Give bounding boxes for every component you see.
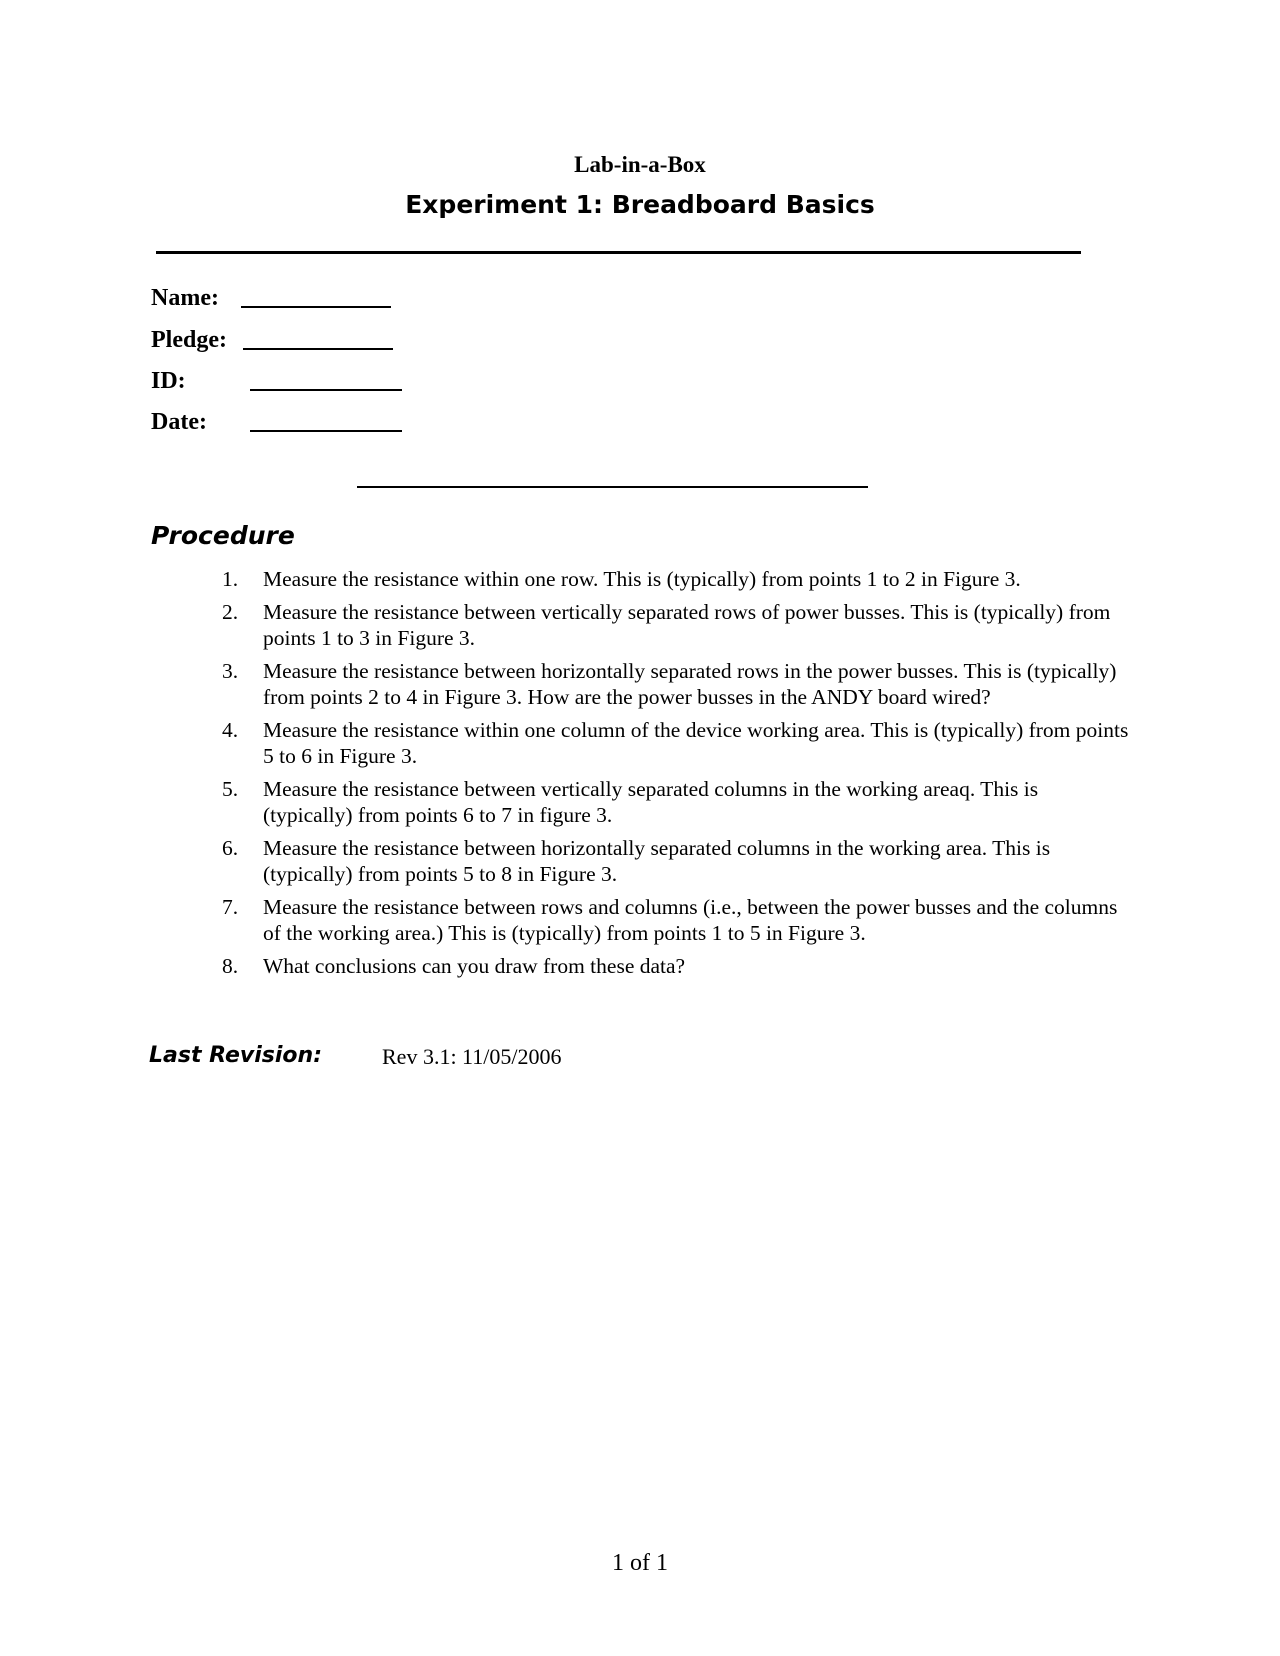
revision-value: Rev 3.1: 11/05/2006 <box>382 1044 562 1069</box>
list-item-text: Measure the resistance within one column of the device working area. This is (typically) from points 5 to 6 in Figure 3. <box>263 718 1129 768</box>
procedure-list <box>0 566 1280 986</box>
list-item <box>0 658 1133 710</box>
procedure-heading: Procedure <box>151 521 295 550</box>
list-item-text: Measure the resistance between horizontally separated rows in the power busses. This is (typically) from points 2 to 4 in Figure 3. How are the power busses in the ANDY board wired? <box>263 659 1117 709</box>
list-item <box>0 894 1133 946</box>
section-divider <box>357 486 868 488</box>
field-id-blank <box>250 389 402 391</box>
field-date-blank <box>250 430 402 432</box>
list-item-text: Measure the resistance between rows and columns (i.e., between the power busses and the columns of the working area.) This is (typically) from points 1 to 5 in Figure 3. <box>263 895 1118 945</box>
list-item-number: 1. <box>222 567 239 591</box>
list-item-number: 7. <box>222 895 239 919</box>
field-pledge-blank <box>243 348 393 350</box>
list-item-text: What conclusions can you draw from these data? <box>263 954 686 978</box>
organization-name: Lab-in-a-Box <box>574 152 706 177</box>
page-number: 1 of 1 <box>612 1550 668 1576</box>
list-item-text: Measure the resistance between vertically separated rows of power busses. This is (typically) from points 1 to 3 in Figure 3. <box>263 600 1111 650</box>
field-id-label: ID: <box>151 368 186 394</box>
list-item-number: 5. <box>222 777 239 801</box>
list-item-number: 3. <box>222 659 239 683</box>
list-item-text: Measure the resistance within one row. This is (typically) from points 1 to 2 in Figure 3. <box>263 567 1021 591</box>
list-item-number: 8. <box>222 954 239 978</box>
list-item <box>0 776 1133 828</box>
header-divider <box>156 251 1081 254</box>
list-item-number: 6. <box>222 836 239 860</box>
list-item <box>0 599 1133 651</box>
field-name-label: Name: <box>151 285 219 311</box>
field-date-label: Date: <box>151 409 207 435</box>
list-item <box>0 717 1133 769</box>
revision-label: Last Revision: <box>149 1043 322 1068</box>
list-item-text: Measure the resistance between horizontally separated columns in the working area. This is (typically) from points 5 to 8 in Figure 3. <box>263 836 1051 886</box>
field-name-blank <box>241 306 391 308</box>
list-item <box>0 835 1133 887</box>
field-pledge-label: Pledge: <box>151 327 227 353</box>
list-item-text: Measure the resistance between vertically separated columns in the working areaq. This is (typically) from points 6 to 7 in figure 3. <box>263 777 1039 827</box>
list-item <box>0 566 1133 592</box>
list-item-number: 4. <box>222 718 239 742</box>
list-item-number: 2. <box>222 600 239 624</box>
document-title: Experiment 1: Breadboard Basics <box>405 190 875 219</box>
list-item <box>0 953 1133 979</box>
